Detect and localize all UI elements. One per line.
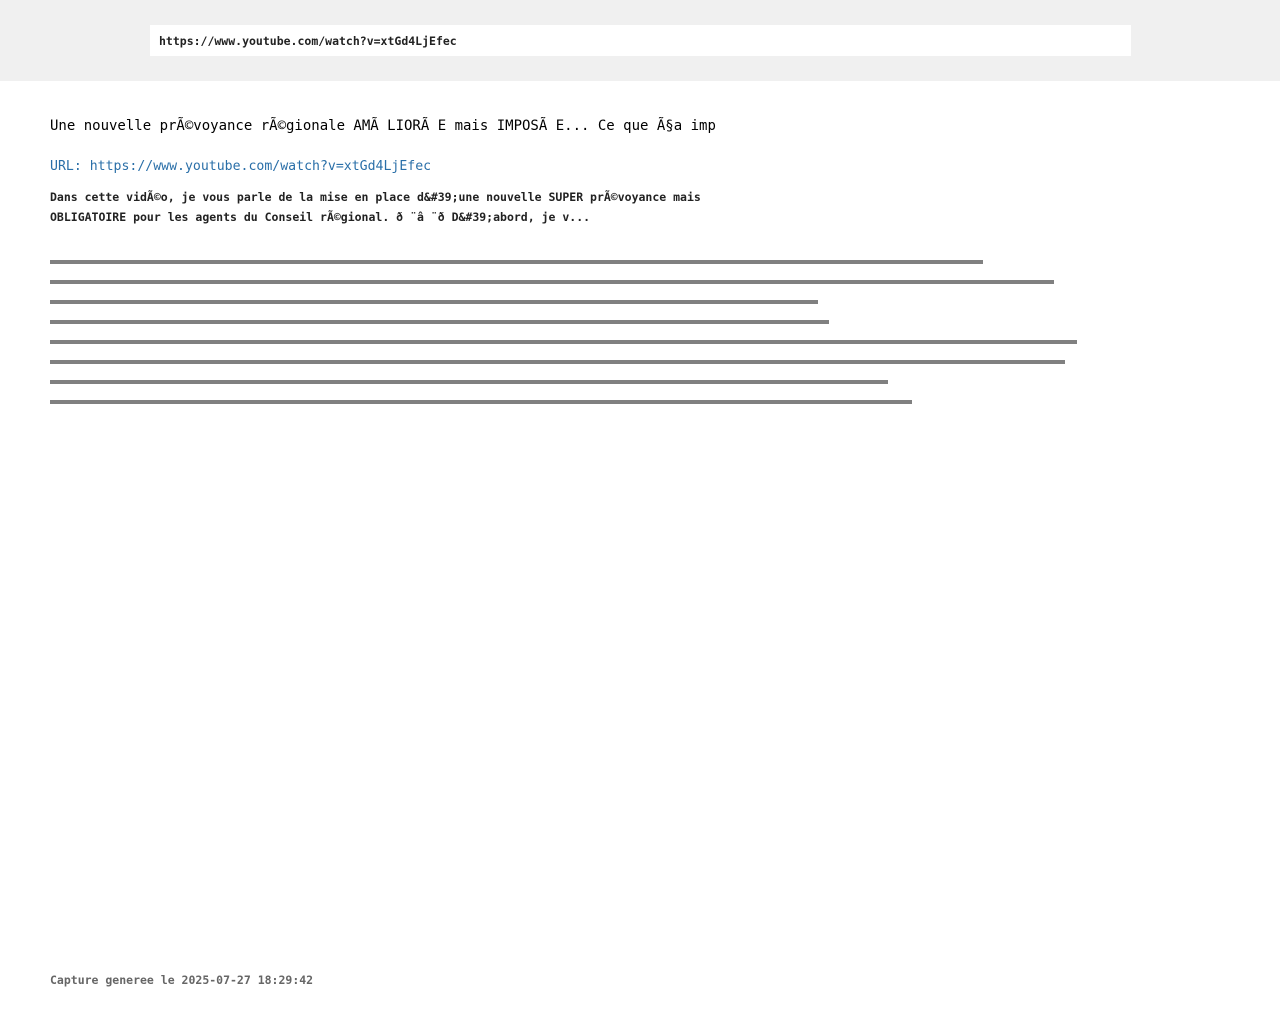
address-bar[interactable]: https://www.youtube.com/watch?v=xtGd4LjEfec xyxy=(150,25,1131,56)
browser-toolbar xyxy=(0,0,1280,81)
placeholder-line xyxy=(50,280,1054,284)
placeholder-line xyxy=(50,360,1065,364)
placeholder-line xyxy=(50,400,912,404)
capture-timestamp: Capture generee le 2025-07-27 18:29:42 xyxy=(50,973,314,987)
placeholder-line xyxy=(50,340,1077,344)
placeholder-line xyxy=(50,300,818,304)
placeholder-line xyxy=(50,320,829,324)
page-title: Une nouvelle prÃ©voyance rÃ©gionale AMÃ LIORÃ E mais IMPOSÃ E... Ce que Ã§a imp xyxy=(50,118,716,134)
placeholder-line xyxy=(50,380,888,384)
placeholder-line xyxy=(50,260,983,264)
video-url-link[interactable]: URL: https://www.youtube.com/watch?v=xtGd4LjEfec xyxy=(50,159,432,174)
placeholder-text-block xyxy=(50,260,1150,420)
video-description: Dans cette vidÃ©o, je vous parle de la mise en place d&#39;une nouvelle SUPER prÃ©voyance mais OBLIGATOIRE pour les agents du Conseil rÃ©gional. ð ¨â ¨ð D&#39;abord, je v... xyxy=(50,190,701,224)
